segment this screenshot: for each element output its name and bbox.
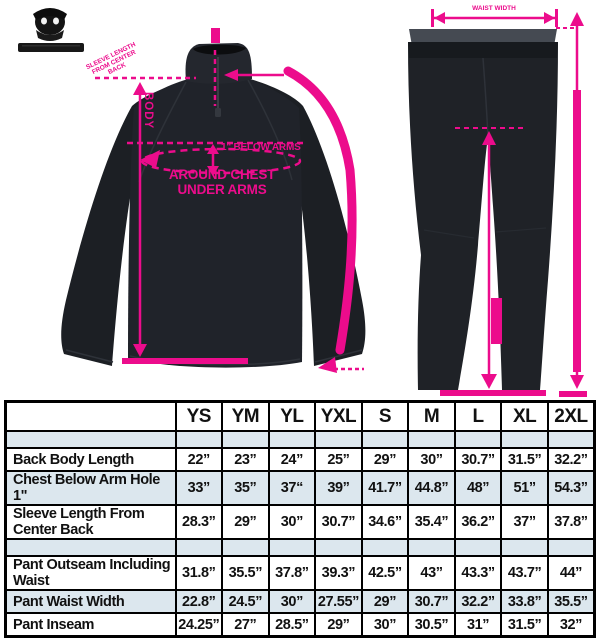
measurement-value-cell: 22” xyxy=(176,448,223,471)
waist-right-tick xyxy=(555,9,558,27)
measurement-value-cell: 32” xyxy=(548,613,595,637)
measurement-row xyxy=(6,613,595,637)
collar-top-tick xyxy=(211,28,220,43)
inseam-thick-segment xyxy=(491,298,502,344)
outseam-thick-segment xyxy=(573,90,581,372)
measurement-value-cell: 24” xyxy=(269,448,316,471)
measurement-value-cell: 32.2” xyxy=(548,448,595,471)
measurement-value-cell: 27.55” xyxy=(315,590,362,613)
measurement-value-cell: 30” xyxy=(408,448,455,471)
measurement-value-cell xyxy=(408,539,455,556)
measurement-value-cell: 29” xyxy=(315,613,362,637)
below-arms-label: 1" BELOW ARMS xyxy=(221,142,301,153)
outseam-top-arrowhead xyxy=(570,12,584,26)
measurement-value-cell xyxy=(176,539,223,556)
measurement-label-cell: Pant Inseam xyxy=(6,613,176,637)
measurement-value-cell: 48” xyxy=(455,471,502,505)
measurement-value-cell: 35.5” xyxy=(222,556,269,590)
shoulder-measurement-label: SLEEVE LENGTH FROM CENTER BACK xyxy=(85,41,137,77)
inseam-hem-bar xyxy=(440,390,546,396)
measurement-value-cell: 42.5” xyxy=(362,556,409,590)
measurement-row xyxy=(6,471,595,505)
measurement-value-cell: 25” xyxy=(315,448,362,471)
brand-logo xyxy=(18,8,84,52)
measurement-value-cell: 30.7” xyxy=(455,448,502,471)
measurement-value-cell: 35.4” xyxy=(408,505,455,539)
measurement-value-cell: 28.3” xyxy=(176,505,223,539)
size-column-header: YM xyxy=(222,402,269,432)
size-column-header: XL xyxy=(501,402,548,432)
size-chart-header xyxy=(6,402,595,432)
measurement-value-cell: 31.5” xyxy=(501,613,548,637)
measurement-label-cell xyxy=(6,539,176,556)
pants-waistband xyxy=(408,42,558,58)
measurement-value-cell: 51” xyxy=(501,471,548,505)
measurement-value-cell: 30” xyxy=(269,590,316,613)
size-column-header: M xyxy=(408,402,455,432)
measurement-value-cell xyxy=(362,431,409,448)
measurement-value-cell xyxy=(315,539,362,556)
measurement-value-cell: 32.2” xyxy=(455,590,502,613)
measurement-value-cell: 54.3” xyxy=(548,471,595,505)
size-chart-body xyxy=(6,431,595,637)
brand-wordmark xyxy=(18,43,84,52)
measurement-row xyxy=(6,505,595,539)
measurement-value-cell: 34.6” xyxy=(362,505,409,539)
measurement-value-cell: 30” xyxy=(269,505,316,539)
measurement-value-cell xyxy=(315,431,362,448)
measurement-value-cell xyxy=(501,539,548,556)
measurement-row xyxy=(6,590,595,613)
measurement-value-cell xyxy=(222,539,269,556)
measurement-value-cell: 33” xyxy=(176,471,223,505)
measurement-value-cell: 29” xyxy=(362,448,409,471)
waist-right-arrowhead xyxy=(544,12,555,24)
measurement-value-cell: 24.5” xyxy=(222,590,269,613)
size-column-header: YXL xyxy=(315,402,362,432)
measurement-value-cell xyxy=(176,431,223,448)
size-header-empty-cell xyxy=(6,402,176,432)
measurement-value-cell: 35” xyxy=(222,471,269,505)
measurement-value-cell: 24.25” xyxy=(176,613,223,637)
around-chest-label-line2: UNDER ARMS xyxy=(177,181,267,197)
measurement-value-cell: 44” xyxy=(548,556,595,590)
measurement-value-cell: 30.7” xyxy=(315,505,362,539)
measurement-value-cell: 37“ xyxy=(269,471,316,505)
spacer-row xyxy=(6,431,595,448)
pants-illustration xyxy=(408,29,558,390)
body-length-label: BODY xyxy=(142,92,154,130)
size-column-header: YL xyxy=(269,402,316,432)
size-header-row xyxy=(6,402,595,432)
measurement-value-cell xyxy=(269,539,316,556)
measurement-row xyxy=(6,556,595,590)
measurement-label-cell: Pant Waist Width xyxy=(6,590,176,613)
measurement-label-cell xyxy=(6,431,176,448)
measurement-label-cell: Chest Below Arm Hole 1" xyxy=(6,471,176,505)
measurement-value-cell: 29” xyxy=(222,505,269,539)
measurement-value-cell: 35.5” xyxy=(548,590,595,613)
measurement-value-cell: 23” xyxy=(222,448,269,471)
body-hem-bar xyxy=(122,358,248,364)
measurement-value-cell: 39” xyxy=(315,471,362,505)
waist-left-tick xyxy=(431,9,434,27)
measurement-value-cell: 44.8” xyxy=(408,471,455,505)
measurement-value-cell: 30.5” xyxy=(408,613,455,637)
size-column-header: YS xyxy=(176,402,223,432)
measurement-value-cell: 22.8” xyxy=(176,590,223,613)
jacket-zipper-pull xyxy=(215,108,221,117)
measurement-value-cell xyxy=(455,539,502,556)
measurement-value-cell xyxy=(501,431,548,448)
measurement-value-cell: 27” xyxy=(222,613,269,637)
measurement-value-cell: 36.2” xyxy=(455,505,502,539)
around-chest-label xyxy=(146,168,298,197)
measurement-value-cell xyxy=(222,431,269,448)
size-chart-table xyxy=(4,400,596,638)
measurement-value-cell: 30” xyxy=(362,613,409,637)
measurement-value-cell: 29” xyxy=(362,590,409,613)
size-column-header: S xyxy=(362,402,409,432)
measurement-value-cell xyxy=(548,431,595,448)
outseam-foot-bar xyxy=(559,391,587,397)
measurement-label-cell: Pant Outseam Including Waist xyxy=(6,556,176,590)
measurement-value-cell xyxy=(548,539,595,556)
measurement-value-cell: 37.8” xyxy=(548,505,595,539)
inseam-bottom-arrowhead xyxy=(481,374,497,389)
measurement-label-cell: Sleeve Length From Center Back xyxy=(6,505,176,539)
spacer-row xyxy=(6,539,595,556)
measurement-value-cell: 28.5” xyxy=(269,613,316,637)
measurement-value-cell: 37” xyxy=(501,505,548,539)
size-column-header: 2XL xyxy=(548,402,595,432)
size-column-header: L xyxy=(455,402,502,432)
measurement-value-cell: 31.8” xyxy=(176,556,223,590)
measurement-value-cell: 30.7” xyxy=(408,590,455,613)
measurement-value-cell: 43.7” xyxy=(501,556,548,590)
measurement-row xyxy=(6,448,595,471)
measurement-value-cell xyxy=(408,431,455,448)
jacket-body xyxy=(128,75,302,367)
measurement-label-cell: Back Body Length xyxy=(6,448,176,471)
waist-left-arrowhead xyxy=(434,12,445,24)
outseam-bottom-arrowhead xyxy=(570,375,584,389)
measurement-value-cell: 31” xyxy=(455,613,502,637)
measurement-value-cell: 41.7” xyxy=(362,471,409,505)
around-chest-label-line1: AROUND CHEST xyxy=(168,167,276,182)
measurement-value-cell: 33.8” xyxy=(501,590,548,613)
brand-mascot-icon xyxy=(33,8,67,41)
measurement-value-cell xyxy=(269,431,316,448)
measurement-value-cell: 43” xyxy=(408,556,455,590)
measurement-value-cell xyxy=(455,431,502,448)
measurement-value-cell: 31.5” xyxy=(501,448,548,471)
pant-waist-label: WAIST WIDTH xyxy=(472,5,516,12)
pants-body xyxy=(408,42,558,390)
measurement-value-cell: 39.3” xyxy=(315,556,362,590)
measurement-value-cell: 43.3” xyxy=(455,556,502,590)
measurement-value-cell xyxy=(362,539,409,556)
measurement-value-cell: 37.8” xyxy=(269,556,316,590)
